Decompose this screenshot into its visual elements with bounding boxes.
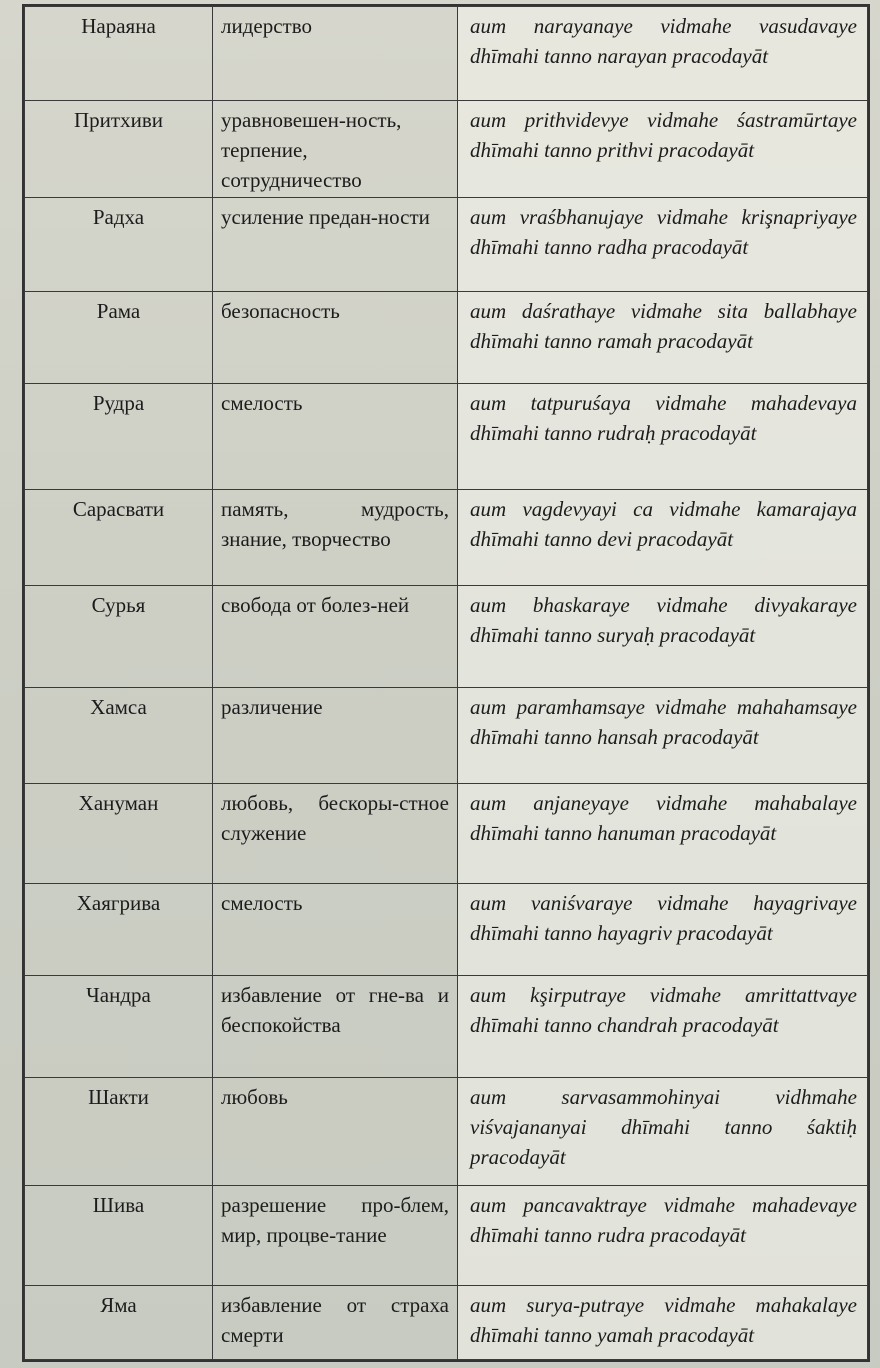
deity-name: Хаягрива xyxy=(25,884,213,976)
mantra-text: aum vagdevyayi ca vidmahe kamarajaya dhīmahi tanno devi pracodayāt xyxy=(458,490,868,586)
table-row xyxy=(25,586,868,688)
mantra-table-body xyxy=(25,7,868,1360)
mantra-text: aum vaniśvaraye vidmahe hayagrivaye dhīmahi tanno hayagriv pracodayāt xyxy=(458,884,868,976)
deity-name: Шива xyxy=(25,1186,213,1286)
mantra-text: aum daśrathaye vidmahe sita ballabhaye dhīmahi tanno ramah pracodayāt xyxy=(458,292,868,384)
deity-quality: избавление от гне-ва и беспокойства xyxy=(213,976,458,1078)
mantra-text: aum paramhamsaye vidmahe mahahamsaye dhīmahi tanno hansah pracodayāt xyxy=(458,688,868,784)
table-row xyxy=(25,101,868,198)
deity-name: Притхиви xyxy=(25,101,213,198)
table-row xyxy=(25,1078,868,1186)
deity-quality: уравновешен-ность, терпение, сотрудничество xyxy=(213,101,458,198)
table-row xyxy=(25,384,868,490)
mantra-text: aum pancavaktraye vidmahe mahadevaye dhīmahi tanno rudra pracodayāt xyxy=(458,1186,868,1286)
table-row xyxy=(25,490,868,586)
table-row xyxy=(25,198,868,292)
deity-quality: любовь xyxy=(213,1078,458,1186)
deity-name: Рудра xyxy=(25,384,213,490)
table-row xyxy=(25,1186,868,1286)
deity-quality: усиление предан-ности xyxy=(213,198,458,292)
deity-name: Сурья xyxy=(25,586,213,688)
mantra-text: aum kşirputraye vidmahe amrittattvaye dhīmahi tanno chandrah pracodayāt xyxy=(458,976,868,1078)
mantra-text: aum anjaneyaye vidmahe mahabalaye dhīmahi tanno hanuman pracodayāt xyxy=(458,784,868,884)
deity-name: Шакти xyxy=(25,1078,213,1186)
deity-name: Хамса xyxy=(25,688,213,784)
table-row xyxy=(25,1286,868,1360)
mantra-text: aum sarvasammohinyai vidhmahe viśvajananyai dhīmahi tanno śaktiḥ pracodayāt xyxy=(458,1078,868,1186)
table-row xyxy=(25,292,868,384)
deity-name: Сарасвати xyxy=(25,490,213,586)
deity-quality: смелость xyxy=(213,884,458,976)
mantra-table xyxy=(24,6,868,1360)
table-row xyxy=(25,884,868,976)
deity-name: Рама xyxy=(25,292,213,384)
deity-quality: лидерство xyxy=(213,7,458,101)
table-row xyxy=(25,688,868,784)
mantra-text: aum tatpuruśaya vidmahe mahadevaya dhīmahi tanno rudraḥ pracodayāt xyxy=(458,384,868,490)
deity-quality: память, мудрость, знание, творчество xyxy=(213,490,458,586)
mantra-text: aum vraśbhanujaye vidmahe krişnapriyaye dhīmahi tanno radha pracodayāt xyxy=(458,198,868,292)
deity-quality: разрешение про-блем, мир, процве-тание xyxy=(213,1186,458,1286)
deity-quality: различение xyxy=(213,688,458,784)
table-row xyxy=(25,976,868,1078)
table-row xyxy=(25,784,868,884)
deity-name: Радха xyxy=(25,198,213,292)
mantra-text: aum prithvidevye vidmahe śastramūrtaye dhīmahi tanno prithvi pracodayāt xyxy=(458,101,868,198)
deity-quality: безопасность xyxy=(213,292,458,384)
mantra-table-frame xyxy=(22,4,870,1362)
mantra-text: aum surya-putraye vidmahe mahakalaye dhīmahi tanno yamah pracodayāt xyxy=(458,1286,868,1360)
deity-name: Яма xyxy=(25,1286,213,1360)
deity-quality: любовь, бескоры-стное служение xyxy=(213,784,458,884)
deity-quality: избавление от страха смерти xyxy=(213,1286,458,1360)
deity-name: Чандра xyxy=(25,976,213,1078)
deity-quality: смелость xyxy=(213,384,458,490)
table-row xyxy=(25,7,868,101)
deity-quality: свобода от болез-ней xyxy=(213,586,458,688)
mantra-text: aum bhaskaraye vidmahe divyakaraye dhīmahi tanno suryaḥ pracodayāt xyxy=(458,586,868,688)
deity-name: Нараяна xyxy=(25,7,213,101)
deity-name: Хануман xyxy=(25,784,213,884)
mantra-text: aum narayanaye vidmahe vasudavaye dhīmahi tanno narayan pracodayāt xyxy=(458,7,868,101)
